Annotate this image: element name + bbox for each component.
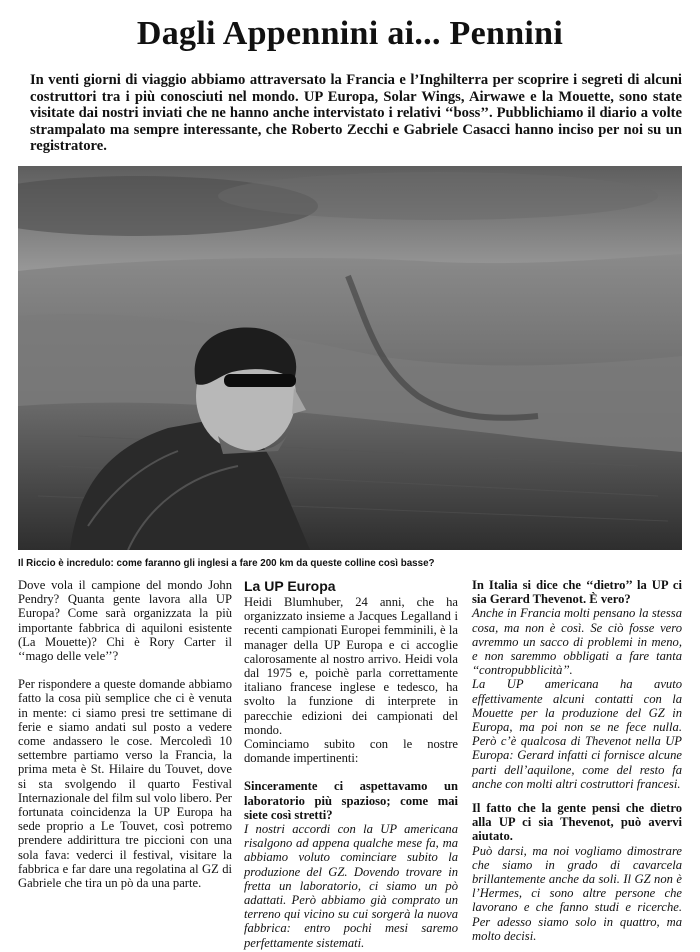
interview-question: Sinceramente ci aspettavamo un laboratorio più spazioso; come mai siete così stretti? xyxy=(244,779,458,822)
interview-answer: I nostri accordi con la UP americana risalgono ad appena qualche mese fa, ma abbiamo voluto cominciare subito la produzione del GZ. Dovendo trovare in fretta un laboratorio, ci siamo un pò adattati. Però abbiamo già comprato un terreno qui vicino su cui sorgerà la nuova fabbrica: entro pochi mesi saremo perfettamente sistemati. xyxy=(244,822,458,950)
interview-question: In Italia si dice che ‘‘dietro’’ la UP ci sia Gerard Thevenot. È vero? xyxy=(472,578,682,607)
column-2-body: Heidi Blumhuber, 24 anni, che ha organizzato insieme a Jacques Legalland i recenti campionati Europei femminili, è la manager della UP Europa e ci accoglie calorosamente al nostro arrivo. Heidi vola dal 1975 e, poichè parla correttamente italiano francese inglese e tedesco, ha svolto la funzione di interprete in parecchie edizioni dei campionati del mondo. xyxy=(244,595,458,737)
column-3 xyxy=(472,578,682,943)
column-1-body: Per rispondere a queste domande abbiamo fatto la cosa più semplice che ci è venuta in mente: ci siamo presi tre settimane di ferie e siamo andati sul posto a vedere come andassero le cose. Mercoledì 10 settembre partiamo verso la Francia, la prima meta è St. Hilaire du Touvet, dove si sta svolgendo il quarto Festival Internazionale del film sul volo libero. Per fortunata coincidenza la UP Europa ha sede proprio a Le Touvet, così potremo prendere addirittura tre piccioni con una sola fava: vederci il festival, visitare la fabbrica e far dare una regolatina al GZ di Gabriele che tira un pò da una parte. xyxy=(18,677,232,891)
interview-question: Il fatto che la gente pensi che dietro alla UP ci sia Thevenot, può avervi aiutato. xyxy=(472,801,682,844)
article-intro: In venti giorni di viaggio abbiamo attraversato la Francia e l’Inghilterra per scoprire i segreti di alcuni costruttori tra i più conosciuti nel mondo. UP Europa, Solar Wings, Airwawe e la Mouette, sono state visitate dai nostri inviati che ne hanno anche intervistato i relativi ‘‘boss’’. Pubblichiamo il diario a volte strampalato ma sempre interessante, che Roberto Zecchi e Gabriele Casacci hanno inciso per noi su un registratore. xyxy=(30,72,682,155)
interview-answer: Anche in Francia molti pensano la stessa cosa, ma non è così. Se ciò fosse vero avremmo un sacco di problemi in meno, e non saremmo obbligati a fare tanta ‘‘contropubblicità’’. xyxy=(472,606,682,678)
section-heading: La UP Europa xyxy=(244,578,336,594)
column-1 xyxy=(18,578,232,890)
article-title: Dagli Appennini ai... Pennini xyxy=(136,15,564,52)
opening-questions: Dove vola il campione del mondo John Pendry? Quanta gente lavora alla UP Europa? Come sarà organizzata la più importante fabbrica di aquiloni esistente (La Mouette)? Chi è Rory Carter il ‘‘mago delle vele’’? xyxy=(18,578,232,664)
column-2 xyxy=(244,578,458,950)
column-2-body-2: Cominciamo subito con le nostre domande impertinenti: xyxy=(244,737,458,766)
interview-answer: Può darsi, ma noi vogliamo dimostrare che siamo in grado di cavarcela brillantemente anche da soli. Il GZ non è l’Hermes, ci sono altre persone che lavorano e che fanno studi e ricerche. Per adesso siamo solo in quattro, ma molto decisi. xyxy=(472,843,682,943)
article-photo xyxy=(18,166,682,550)
photo-caption: Il Riccio è incredulo: come faranno gli inglesi a fare 200 km da queste colline così basse? xyxy=(18,558,435,569)
interview-answer: La UP americana ha avuto effettivamente alcuni contatti con la Mouette per la produzione del GZ in Europa, ma poi non se ne fece nulla. Però c’è qualcosa di Thevenot nella UP Europa: Gerard infatti ci fornisce alcune parti dell’aquilone, come del resto fa anche con molti altri costruttori francesi. xyxy=(472,677,682,791)
